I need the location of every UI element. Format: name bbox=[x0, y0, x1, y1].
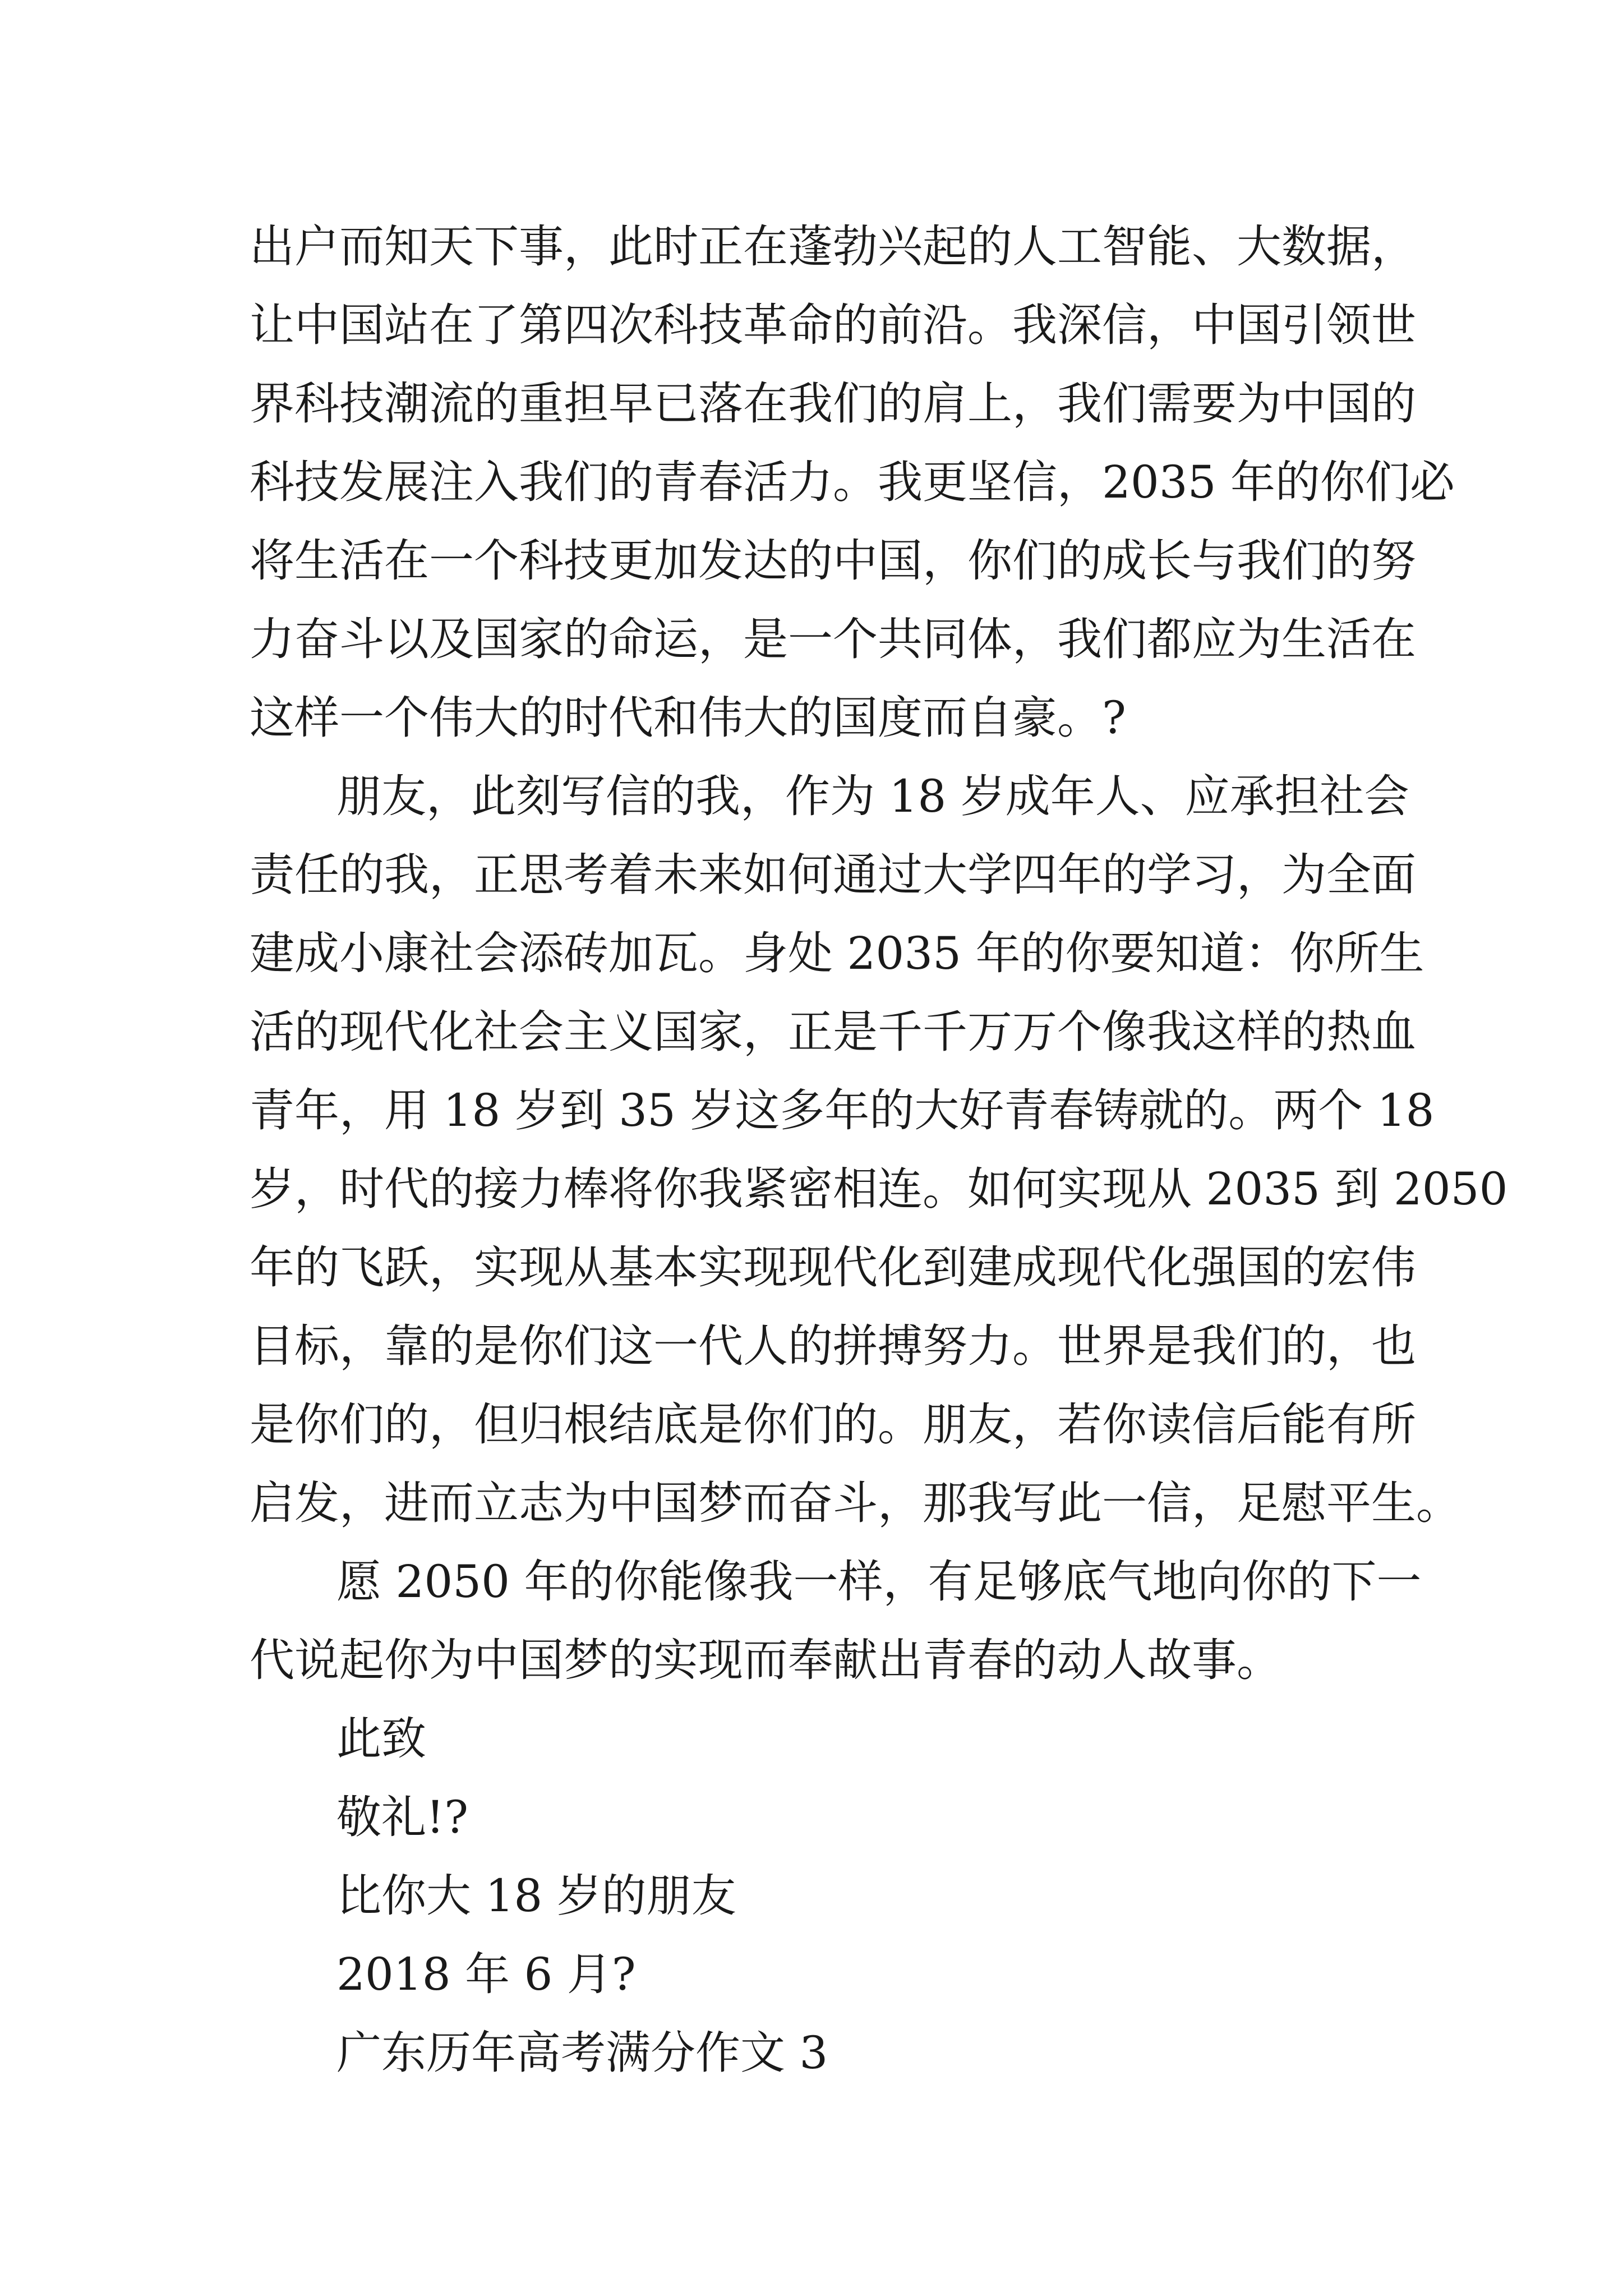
section-heading: 广东历年高考满分作文 3 bbox=[336, 2027, 828, 2079]
signature-line: 比你大 18 岁的朋友 bbox=[336, 1870, 736, 1922]
paragraph-line: 是你们的，但归根结底是你们的。朋友，若你读信后能有所 bbox=[250, 1398, 1416, 1451]
date-line: 2018 年 6 月? bbox=[336, 1948, 636, 2000]
paragraph-line: 年的飞跃，实现从基本实现现代化到建成现代化强国的宏伟 bbox=[250, 1241, 1416, 1294]
paragraph-line: 力奋斗以及国家的命运，是一个共同体，我们都应为生活在 bbox=[250, 613, 1416, 665]
paragraph-line: 界科技潮流的重担早已落在我们的肩上，我们需要为中国的 bbox=[250, 378, 1416, 430]
paragraph-line: 青年，用 18 岁到 35 岁这多年的大好青春铸就的。两个 18 bbox=[250, 1084, 1435, 1137]
paragraph-line: 出户而知天下事，此时正在蓬勃兴起的人工智能、大数据， bbox=[250, 220, 1416, 273]
paragraph-line: 朋友，此刻写信的我，作为 18 岁成年人、应承担社会 bbox=[336, 770, 1409, 822]
closing-line: 敬礼!? bbox=[336, 1791, 469, 1843]
paragraph-line: 岁，时代的接力棒将你我紧密相连。如何实现从 2035 到 2050 bbox=[250, 1163, 1508, 1215]
paragraph-line: 将生活在一个科技更加发达的中国，你们的成长与我们的努 bbox=[250, 535, 1416, 587]
paragraph-line: 活的现代化社会主义国家，正是千千万万个像我这样的热血 bbox=[250, 1006, 1416, 1058]
paragraph-line: 责任的我，正思考着未来如何通过大学四年的学习，为全面 bbox=[250, 849, 1416, 901]
paragraph-line: 启发，进而立志为中国梦而奋斗，那我写此一信，足慰平生。 bbox=[250, 1477, 1461, 1529]
paragraph-line: 目标，靠的是你们这一代人的拼搏努力。世界是我们的，也 bbox=[250, 1320, 1416, 1372]
paragraph-line: 科技发展注入我们的青春活力。我更坚信，2035 年的你们必 bbox=[250, 456, 1455, 508]
paragraph-line: 代说起你为中国梦的实现而奉献出青春的动人故事。 bbox=[250, 1634, 1281, 1686]
paragraph-line: 让中国站在了第四次科技革命的前沿。我深信，中国引领世 bbox=[250, 299, 1416, 351]
closing-line: 此致 bbox=[336, 1713, 426, 1765]
paragraph-line: 愿 2050 年的你能像我一样，有足够底气地向你的下一 bbox=[336, 1556, 1422, 1608]
paragraph-line: 这样一个伟大的时代和伟大的国度而自豪。? bbox=[250, 692, 1126, 744]
paragraph-line: 建成小康社会添砖加瓦。身处 2035 年的你要知道：你所生 bbox=[250, 927, 1424, 979]
